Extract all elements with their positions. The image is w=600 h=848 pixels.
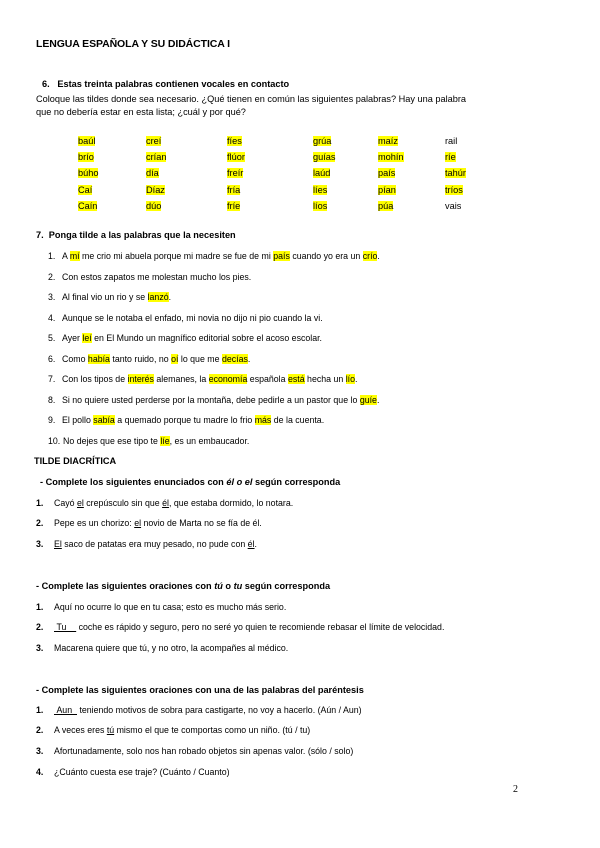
sentence-text: Como xyxy=(62,353,88,364)
sentence-text: crepúsculo sin que xyxy=(83,498,163,508)
paren-item xyxy=(36,767,230,777)
sentence-text: hecha un xyxy=(304,374,346,384)
sentence-text: , es un embaucador. xyxy=(169,435,250,446)
word-cell xyxy=(445,136,457,146)
answer-underlined: El xyxy=(54,539,62,549)
accented-word: mí xyxy=(69,251,80,261)
section2-title-mid: o xyxy=(222,581,234,591)
accented-word: sabía xyxy=(93,415,115,425)
item-number: 4. xyxy=(36,767,44,777)
item-number: 4. xyxy=(48,312,56,323)
item-number: 3. xyxy=(36,643,44,653)
diacritic-item xyxy=(36,518,262,528)
accented-word: país xyxy=(273,251,290,261)
word-cell xyxy=(378,168,395,178)
word-cell xyxy=(146,152,166,162)
word-cell xyxy=(146,185,165,195)
word-cell xyxy=(146,168,159,178)
sentence-text: No dejes que ese tipo te xyxy=(63,435,161,446)
ex6-title: Estas treinta palabras contienen vocales en contacto xyxy=(57,79,290,89)
diacritic-item xyxy=(36,622,444,632)
sentence-text: ¿Cuánto cuesta ese traje? (Cuánto / Cuanto) xyxy=(54,767,230,777)
answer-underlined: Tu xyxy=(54,622,77,632)
item-number: 7. xyxy=(48,374,56,384)
word-highlight: grúa xyxy=(313,136,332,146)
sentence-text: Con estos zapatos me molestan mucho los pies. xyxy=(62,271,252,282)
accented-word: decías xyxy=(221,353,248,364)
item-number: 9. xyxy=(48,415,56,425)
sentence-item xyxy=(48,292,171,302)
page-number: 2 xyxy=(513,784,518,795)
sentence-text: . xyxy=(168,292,172,302)
diacritic-item xyxy=(36,602,286,612)
sentence-text: novio de Marta no se fía de él. xyxy=(141,518,262,528)
item-number: 6. xyxy=(48,353,56,364)
page-title: LENGUA ESPAÑOLA Y SU DIDÁCTICA I xyxy=(36,38,230,50)
word-highlight: Caín xyxy=(78,201,98,211)
word-highlight: crían xyxy=(146,152,167,162)
word-highlight: Díaz xyxy=(146,185,165,195)
section3-title: - Complete las siguientes oraciones con una de las palabras del paréntesis xyxy=(36,685,364,695)
item-number: 8. xyxy=(48,394,56,405)
ex6-instruction-line2: que no debería estar en esta lista; ¿cuál y por qué? xyxy=(36,107,246,117)
word-highlight: guías xyxy=(313,152,336,162)
word-cell xyxy=(78,168,98,178)
sentence-item xyxy=(48,333,322,343)
word-cell xyxy=(146,136,161,146)
word-highlight: mohín xyxy=(378,152,404,162)
word-cell xyxy=(378,185,396,195)
sentence-text: de la cuenta. xyxy=(271,415,325,425)
item-number: 3. xyxy=(48,292,56,302)
word-cell xyxy=(227,152,245,162)
word-cell xyxy=(78,152,94,162)
word-highlight: tríos xyxy=(445,185,463,195)
section1-title-post: según corresponda xyxy=(252,477,341,487)
word-cell xyxy=(378,152,404,162)
sentence-text: teniendo motivos de sobra para castigarte, no voy a hacerlo. (Aún / Aun) xyxy=(77,705,362,715)
paren-item xyxy=(36,725,310,735)
word-cell xyxy=(378,136,398,146)
sentence-item xyxy=(48,374,357,384)
word-highlight: pían xyxy=(378,185,396,195)
sentence-item xyxy=(48,272,251,282)
word-highlight: fríe xyxy=(227,201,241,211)
ex7-number: 7. xyxy=(36,230,44,240)
sentence-text: A veces eres xyxy=(54,725,107,735)
sentence-text: a quemado porque tu madre lo frio xyxy=(114,415,255,425)
item-number: 1. xyxy=(36,602,44,612)
word-highlight: ríe xyxy=(445,152,456,162)
word-highlight: dúo xyxy=(146,201,162,211)
ex6-number: 6. xyxy=(42,79,50,89)
sentence-item xyxy=(48,313,323,323)
accented-word: oí xyxy=(171,353,179,364)
word-highlight: maíz xyxy=(378,136,398,146)
ex7-heading xyxy=(36,230,236,240)
sentence-item xyxy=(48,354,250,364)
accented-word: líe xyxy=(160,435,170,446)
answer-underlined: él xyxy=(247,539,255,549)
ex6-heading xyxy=(42,79,289,89)
diacritic-item xyxy=(36,643,288,653)
word-text: vais xyxy=(445,201,462,211)
accented-word: leí xyxy=(82,333,92,343)
word-cell xyxy=(227,201,240,211)
word-cell xyxy=(445,152,456,162)
item-number: 2. xyxy=(36,622,44,632)
sentence-item xyxy=(48,251,380,261)
accented-word: economía xyxy=(208,374,248,384)
word-text: rail xyxy=(445,136,458,146)
item-number: 1. xyxy=(48,251,56,261)
sentence-text: mismo el que te comportas como un niño. (tú / tu) xyxy=(114,725,311,735)
word-highlight: líos xyxy=(313,201,328,211)
accented-word: crío xyxy=(362,251,378,261)
sentence-text: Aunque se le notaba el enfado, mi novia no dijo ni pio cuando la vi. xyxy=(62,312,323,323)
item-number: 5. xyxy=(48,333,56,343)
section2-title-pre: - Complete las siguientes oraciones con xyxy=(36,581,215,591)
sentence-text: . xyxy=(355,374,358,384)
item-number: 2. xyxy=(36,518,44,528)
item-number: 1. xyxy=(36,498,44,508)
sentence-item xyxy=(48,436,249,446)
word-cell xyxy=(313,136,331,146)
sentence-text: . xyxy=(376,394,380,405)
diacritica-heading: TILDE DIACRÍTICA xyxy=(34,456,117,466)
section2-title-em2: tu xyxy=(233,581,243,591)
answer-underlined: el xyxy=(76,498,84,508)
sentence-text: Si no quiere usted perderse por la montaña, debe pedirle a un pastor que lo xyxy=(62,394,360,405)
word-cell xyxy=(445,201,461,211)
word-highlight: creí xyxy=(146,136,162,146)
sentence-text: Macarena quiere que tú, y no otro, la acompañes al médico. xyxy=(54,643,289,653)
sentence-text: . xyxy=(247,353,251,364)
accented-word: guíe xyxy=(359,394,377,405)
section1-title xyxy=(40,477,340,487)
accented-word: lío xyxy=(345,374,355,384)
word-highlight: tahúr xyxy=(445,168,466,178)
answer-underlined: Aun xyxy=(54,705,77,715)
sentence-text: saco de patatas era muy pesado, no pude con xyxy=(61,539,248,549)
sentence-text: me crio mi abuela porque mi madre se fue de mi xyxy=(79,251,274,261)
word-highlight: país xyxy=(378,168,396,178)
word-cell xyxy=(78,136,95,146)
item-number: 3. xyxy=(36,539,44,549)
sentence-text: . xyxy=(254,539,257,549)
section1-title-pre: - Complete los siguientes enunciados con xyxy=(40,477,227,487)
accented-word: está xyxy=(287,374,305,384)
word-cell xyxy=(445,185,463,195)
sentence-text: El pollo xyxy=(62,415,94,425)
accented-word: había xyxy=(87,353,110,364)
paren-item xyxy=(36,705,362,715)
item-number: 1. xyxy=(36,705,44,715)
ex6-instruction-line1: Coloque las tildes donde sea necesario. ¿Qué tienen en común las siguientes palabras? Hay una palabra xyxy=(36,94,467,104)
sentence-text: . xyxy=(377,251,380,261)
section2-title-em1: tú xyxy=(214,581,223,591)
section1-title-mid: o xyxy=(234,477,245,487)
word-highlight: líes xyxy=(313,185,328,195)
sentence-text: A xyxy=(62,251,70,261)
word-cell xyxy=(227,168,243,178)
sentence-text: coche es rápido y seguro, pero no seré yo quien te recomiende rebasar el límite de velocidad. xyxy=(76,622,445,632)
word-highlight: Caí xyxy=(78,185,93,195)
sentence-text: Afortunadamente, solo nos han robado objetos sin apenas valor. (sólo / solo) xyxy=(54,746,354,756)
section1-title-em2: el xyxy=(244,477,253,487)
item-number: 2. xyxy=(36,725,44,735)
word-cell xyxy=(78,185,92,195)
sentence-text: tanto ruido, no xyxy=(109,353,172,364)
word-cell xyxy=(378,201,393,211)
diacritic-item xyxy=(36,539,257,549)
accented-word: interés xyxy=(127,374,154,384)
sentence-text: en El Mundo un magnífico editorial sobre el acoso escolar. xyxy=(91,333,322,343)
item-number: 3. xyxy=(36,746,44,756)
word-highlight: flúor xyxy=(227,152,245,162)
sentence-text: lo que me xyxy=(178,353,222,364)
word-highlight: púa xyxy=(378,201,394,211)
sentence-item xyxy=(48,395,379,405)
word-cell xyxy=(313,152,335,162)
word-highlight: freír xyxy=(227,168,244,178)
word-highlight: fíes xyxy=(227,136,242,146)
item-number: 10. xyxy=(48,435,61,446)
word-cell xyxy=(146,201,161,211)
word-highlight: baúl xyxy=(78,136,96,146)
paren-item xyxy=(36,746,353,756)
sentence-text: , que estaba dormido, lo notara. xyxy=(168,498,294,508)
sentence-text: Cayó xyxy=(54,498,77,508)
accented-word: más xyxy=(254,415,272,425)
word-cell xyxy=(313,185,327,195)
word-cell xyxy=(227,185,240,195)
word-cell xyxy=(313,201,327,211)
sentence-text: Con los tipos de xyxy=(62,374,128,384)
section1-title-em1: él xyxy=(226,477,235,487)
answer-underlined: él xyxy=(162,498,169,508)
accented-word: lanzó xyxy=(147,292,169,302)
section2-title-post: según corresponda xyxy=(242,581,331,591)
answer-underlined: tú xyxy=(106,725,115,735)
item-number: 2. xyxy=(48,271,56,282)
sentence-text: española xyxy=(247,374,288,384)
sentence-item xyxy=(48,415,324,425)
answer-underlined: el xyxy=(134,518,142,528)
sentence-text: Pepe es un chorizo: xyxy=(54,518,135,528)
word-highlight: laúd xyxy=(313,168,331,178)
ex7-title: Ponga tilde a las palabras que la necesiten xyxy=(48,230,236,240)
word-highlight: búho xyxy=(78,168,99,178)
diacritic-item xyxy=(36,498,293,508)
sentence-text: cuando yo era un xyxy=(289,251,363,261)
sentence-text: Al final vio un rio y se xyxy=(62,292,148,302)
word-cell xyxy=(313,168,330,178)
sentence-text: Aquí no ocurre lo que en tu casa; esto es mucho más serio. xyxy=(54,602,287,612)
word-cell xyxy=(445,168,466,178)
word-highlight: brío xyxy=(78,152,94,162)
word-cell xyxy=(78,201,97,211)
section2-title xyxy=(36,581,330,591)
word-highlight: día xyxy=(146,168,159,178)
word-cell xyxy=(227,136,242,146)
sentence-text: Ayer xyxy=(62,333,83,343)
word-highlight: fría xyxy=(227,185,241,195)
sentence-text: alemanes, la xyxy=(153,374,209,384)
